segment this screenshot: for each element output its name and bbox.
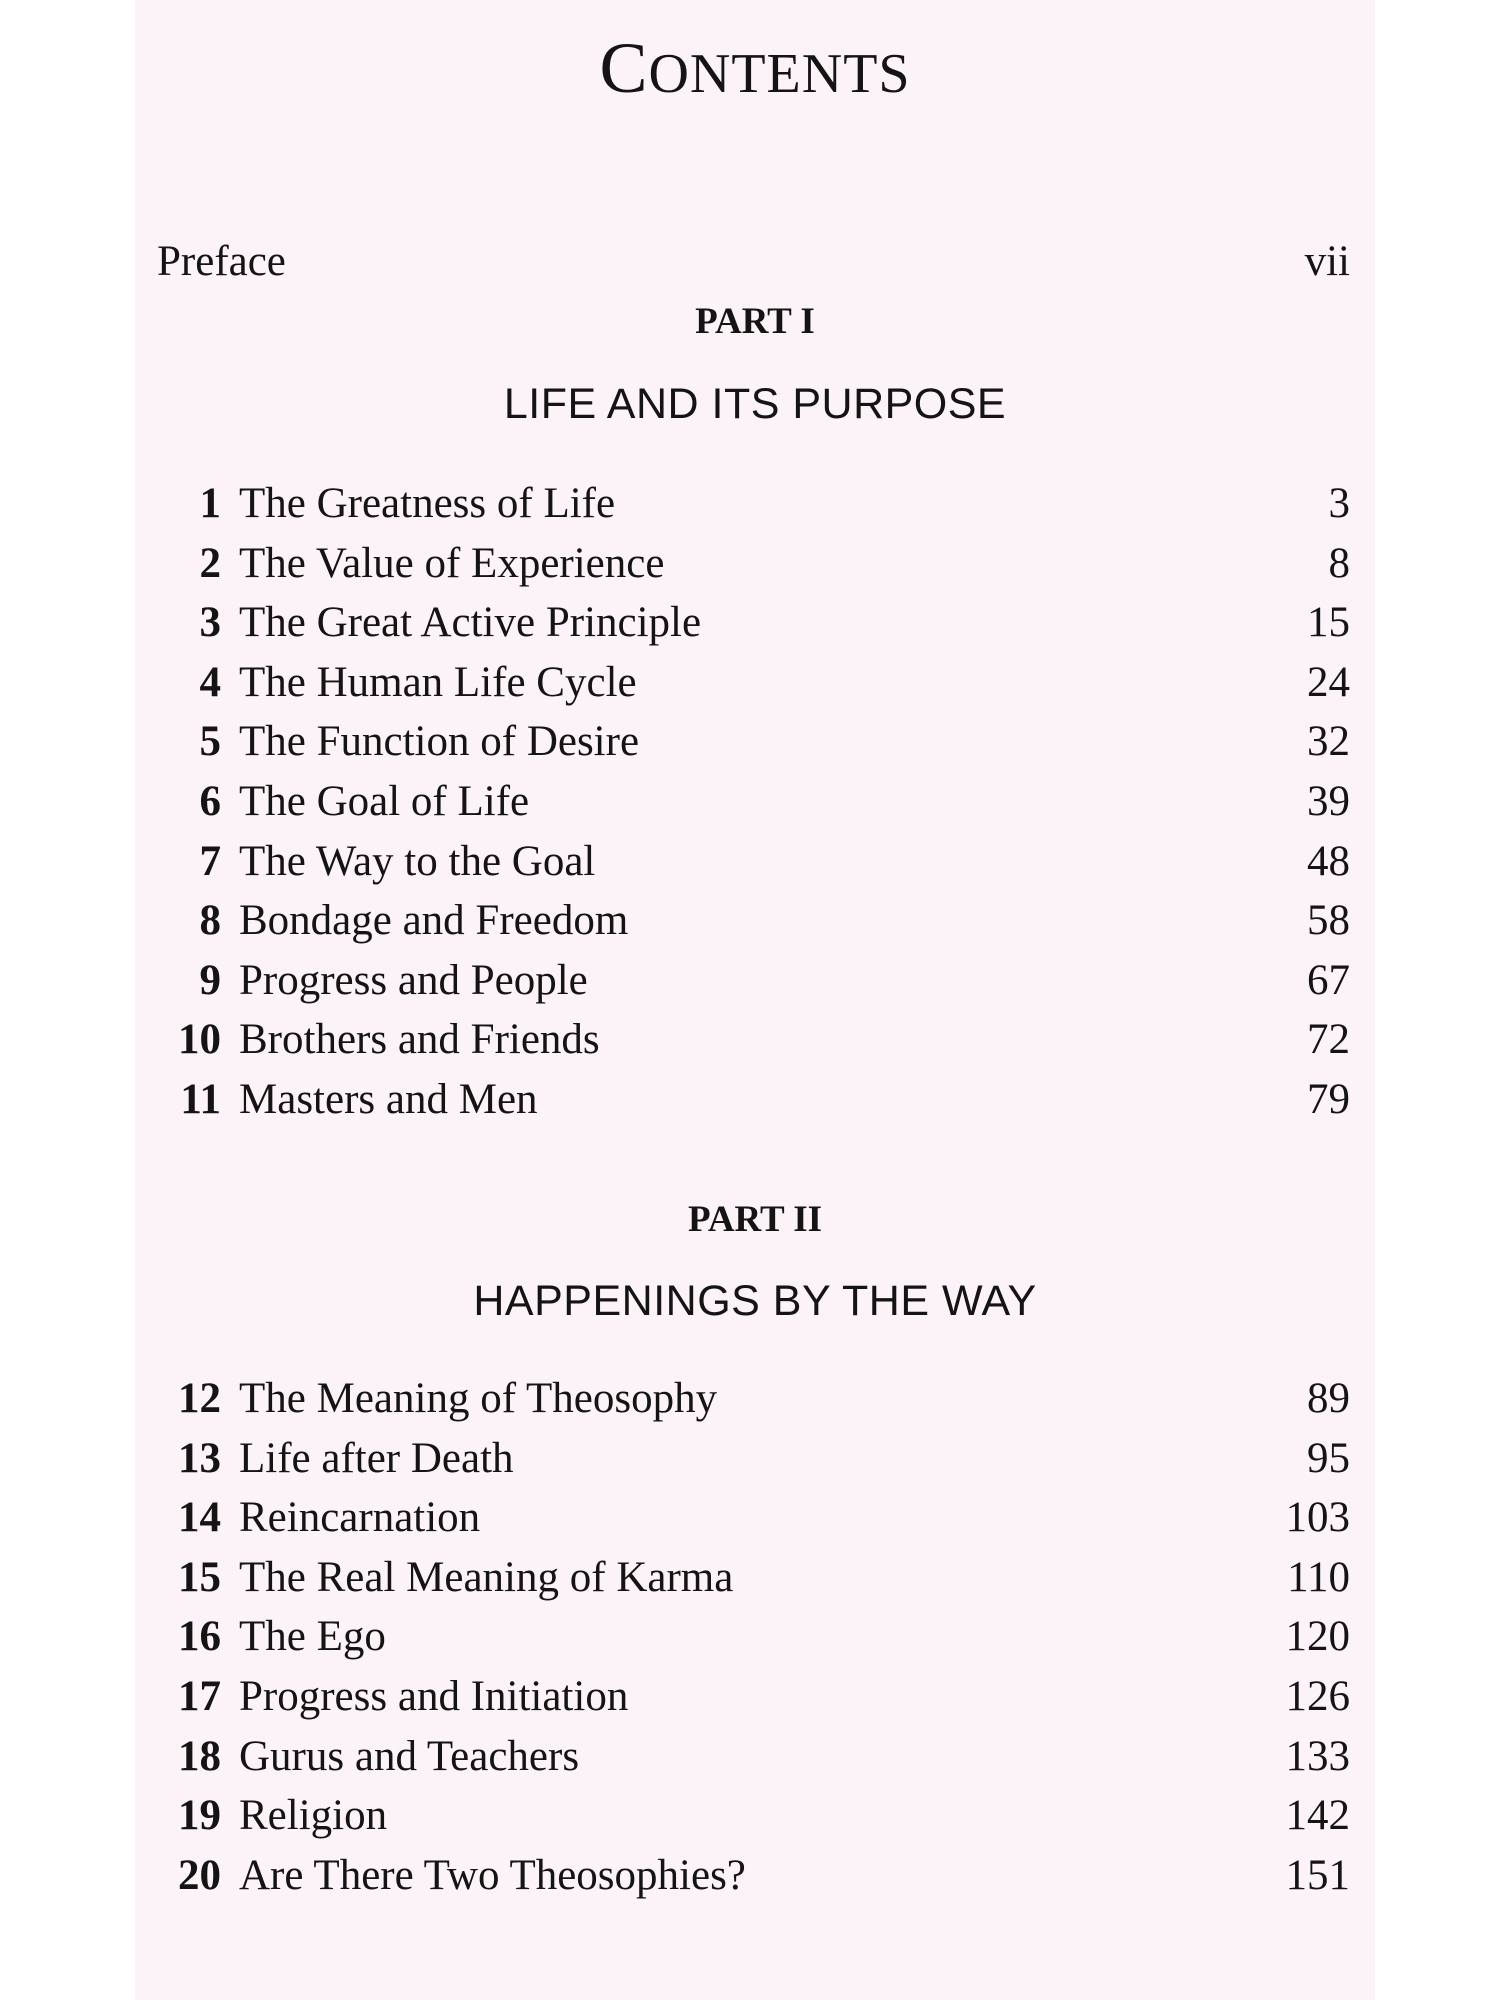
preface-entry (157, 236, 1350, 288)
chapter-title: The Meaning of Theosophy (239, 1375, 718, 1422)
chapter-number: 14 (178, 1494, 221, 1542)
chapter-title: Progress and Initiation (239, 1672, 629, 1720)
chapter-page: 126 (1285, 1672, 1350, 1720)
chapter-number: 15 (178, 1553, 221, 1601)
chapter-number: 5 (199, 718, 221, 766)
chapter-page: 95 (1307, 1434, 1350, 1482)
chapter-title: The Ego (239, 1613, 386, 1661)
chapter-title: The Real Meaning of Karma (239, 1553, 734, 1601)
toc-entry (157, 1850, 1350, 1910)
chapter-title: The Value of Experience (239, 539, 665, 587)
chapter-number: 3 (199, 599, 221, 647)
chapter-page: 8 (1328, 539, 1350, 587)
toc-entry (157, 1731, 1350, 1791)
chapter-page: 142 (1285, 1792, 1350, 1840)
chapter-number: 12 (178, 1375, 221, 1422)
toc-entry (157, 955, 1350, 1015)
chapter-number: 1 (199, 480, 221, 527)
chapter-number: 11 (180, 1075, 221, 1123)
part-1-chapter-list (157, 478, 1350, 1134)
chapter-page: 32 (1307, 718, 1350, 766)
chapter-number: 16 (178, 1613, 221, 1661)
toc-entry (157, 1671, 1350, 1731)
chapter-page: 39 (1307, 777, 1350, 825)
toc-entry (157, 1611, 1350, 1671)
toc-entry (157, 1552, 1350, 1612)
chapter-number: 10 (178, 1016, 221, 1064)
part-2-title: HAPPENINGS BY THE WAY (473, 1277, 1037, 1325)
chapter-page: 89 (1307, 1375, 1350, 1422)
part-1-label: PART I (695, 301, 815, 342)
chapter-page: 72 (1307, 1016, 1350, 1064)
toc-entry (157, 1014, 1350, 1074)
chapter-page: 48 (1307, 837, 1350, 885)
toc-entry (157, 776, 1350, 836)
chapter-title: The Goal of Life (239, 777, 530, 825)
toc-entry (157, 1433, 1350, 1493)
chapter-title: Reincarnation (239, 1494, 481, 1542)
toc-entry (157, 1790, 1350, 1850)
part-1-title: LIFE AND ITS PURPOSE (503, 380, 1007, 428)
chapter-number: 6 (199, 777, 221, 825)
chapter-number: 4 (199, 658, 221, 706)
chapter-number: 18 (178, 1732, 221, 1780)
part-2-label: PART II (687, 1199, 823, 1240)
toc-entry (157, 657, 1350, 717)
chapter-page: 110 (1287, 1553, 1350, 1601)
chapter-title: Are There Two Theosophies? (239, 1851, 746, 1899)
part-2-chapter-list (157, 1373, 1350, 1909)
toc-entry (157, 478, 1350, 538)
toc-entry (157, 716, 1350, 776)
chapter-page: 133 (1285, 1732, 1350, 1780)
chapter-title: Masters and Men (239, 1075, 538, 1123)
chapter-page: 24 (1307, 658, 1350, 706)
page-title: CONTENTS (599, 28, 911, 108)
chapter-title: The Way to the Goal (239, 837, 596, 885)
toc-entry (157, 1074, 1350, 1134)
chapter-number: 9 (199, 956, 221, 1004)
chapter-number: 19 (178, 1792, 221, 1840)
toc-entry (157, 538, 1350, 598)
chapter-title: Bondage and Freedom (239, 897, 629, 945)
chapter-title: The Great Active Principle (239, 599, 702, 647)
chapter-title: Gurus and Teachers (239, 1732, 580, 1780)
chapter-number: 7 (199, 837, 221, 885)
chapter-number: 20 (178, 1851, 221, 1899)
preface-page: vii (1304, 238, 1350, 285)
toc-entry (157, 836, 1350, 896)
chapter-title: Life after Death (239, 1434, 514, 1482)
chapter-title: The Human Life Cycle (239, 658, 637, 706)
chapter-number: 13 (178, 1434, 221, 1482)
chapter-number: 17 (178, 1672, 221, 1720)
preface-label: Preface (157, 238, 286, 285)
chapter-title: Religion (239, 1792, 388, 1840)
book-page (135, 0, 1375, 2000)
chapter-page: 79 (1307, 1075, 1350, 1123)
toc-entry (157, 1492, 1350, 1552)
chapter-number: 8 (199, 897, 221, 945)
toc-entry (157, 895, 1350, 955)
chapter-page: 15 (1307, 599, 1350, 647)
chapter-title: The Function of Desire (239, 718, 640, 766)
chapter-page: 151 (1285, 1851, 1350, 1899)
chapter-page: 3 (1328, 480, 1350, 527)
chapter-page: 67 (1307, 956, 1350, 1004)
chapter-number: 2 (199, 539, 221, 587)
toc-entry (157, 597, 1350, 657)
chapter-page: 120 (1285, 1613, 1350, 1661)
chapter-page: 103 (1285, 1494, 1350, 1542)
chapter-page: 58 (1307, 897, 1350, 945)
chapter-title: Progress and People (239, 956, 588, 1004)
chapter-title: The Greatness of Life (239, 480, 616, 527)
chapter-title: Brothers and Friends (239, 1016, 600, 1064)
toc-entry (157, 1373, 1350, 1433)
